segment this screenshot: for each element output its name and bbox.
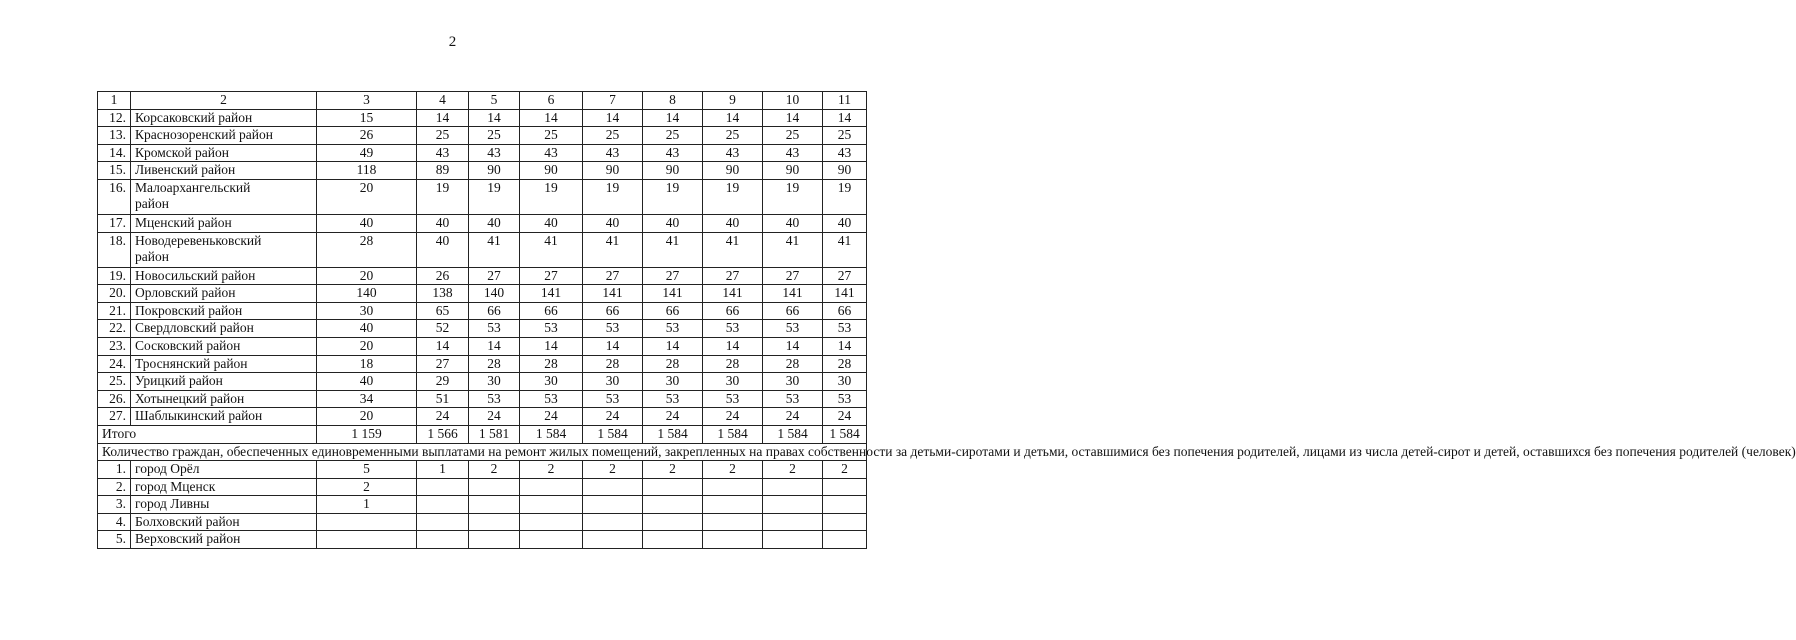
row-name: Покровский район bbox=[131, 302, 317, 320]
value-cell: 19 bbox=[643, 179, 703, 214]
row-name: Корсаковский район bbox=[131, 109, 317, 127]
value-cell bbox=[520, 478, 583, 496]
total-value: 1 584 bbox=[823, 425, 867, 443]
table-row bbox=[98, 179, 867, 214]
value-cell: 27 bbox=[417, 355, 469, 373]
value-cell: 90 bbox=[583, 162, 643, 180]
row-number: 22. bbox=[98, 320, 131, 338]
total-value: 1 584 bbox=[583, 425, 643, 443]
value-cell: 118 bbox=[317, 162, 417, 180]
row-name bbox=[131, 179, 317, 214]
row-name: город Мценск bbox=[131, 478, 317, 496]
value-cell: 53 bbox=[469, 320, 520, 338]
value-cell: 28 bbox=[583, 355, 643, 373]
value-cell bbox=[417, 531, 469, 549]
row-number: 24. bbox=[98, 355, 131, 373]
row-name: Хотынецкий район bbox=[131, 390, 317, 408]
value-cell: 30 bbox=[583, 373, 643, 391]
value-cell: 27 bbox=[763, 267, 823, 285]
value-cell: 27 bbox=[469, 267, 520, 285]
value-cell bbox=[763, 478, 823, 496]
value-cell: 20 bbox=[317, 267, 417, 285]
row-number: 13. bbox=[98, 127, 131, 145]
value-cell: 90 bbox=[520, 162, 583, 180]
value-cell: 19 bbox=[417, 179, 469, 214]
value-cell: 40 bbox=[583, 214, 643, 232]
value-cell: 18 bbox=[317, 355, 417, 373]
value-cell: 26 bbox=[417, 267, 469, 285]
value-cell: 29 bbox=[417, 373, 469, 391]
row-name: Троснянский район bbox=[131, 355, 317, 373]
total-value: 1 159 bbox=[317, 425, 417, 443]
value-cell: 141 bbox=[583, 285, 643, 303]
value-cell: 14 bbox=[469, 337, 520, 355]
value-cell bbox=[823, 478, 867, 496]
value-cell bbox=[823, 513, 867, 531]
table-row bbox=[98, 478, 867, 496]
table-row bbox=[98, 461, 867, 479]
header-cell: 6 bbox=[520, 92, 583, 110]
row-number: 19. bbox=[98, 267, 131, 285]
row-number: 2. bbox=[98, 478, 131, 496]
value-cell: 141 bbox=[823, 285, 867, 303]
value-cell: 40 bbox=[317, 214, 417, 232]
value-cell bbox=[417, 496, 469, 514]
value-cell bbox=[703, 478, 763, 496]
total-value: 1 584 bbox=[763, 425, 823, 443]
value-cell: 27 bbox=[823, 267, 867, 285]
value-cell: 52 bbox=[417, 320, 469, 338]
value-cell: 27 bbox=[643, 267, 703, 285]
value-cell bbox=[643, 496, 703, 514]
value-cell bbox=[823, 531, 867, 549]
value-cell: 27 bbox=[583, 267, 643, 285]
value-cell bbox=[703, 496, 763, 514]
value-cell bbox=[703, 513, 763, 531]
value-cell: 40 bbox=[417, 232, 469, 267]
value-cell: 2 bbox=[317, 478, 417, 496]
row-number: 27. bbox=[98, 408, 131, 426]
value-cell: 14 bbox=[469, 109, 520, 127]
table-row bbox=[98, 232, 867, 267]
value-cell: 53 bbox=[703, 390, 763, 408]
total-label: Итого bbox=[98, 425, 317, 443]
value-cell: 43 bbox=[417, 144, 469, 162]
row-number: 15. bbox=[98, 162, 131, 180]
value-cell: 40 bbox=[520, 214, 583, 232]
value-cell: 53 bbox=[703, 320, 763, 338]
data-table bbox=[97, 91, 1796, 549]
value-cell: 141 bbox=[763, 285, 823, 303]
row-name-line: Малоархангельский bbox=[135, 179, 251, 195]
value-cell bbox=[520, 496, 583, 514]
value-cell: 25 bbox=[643, 127, 703, 145]
value-cell: 41 bbox=[469, 232, 520, 267]
value-cell: 53 bbox=[763, 390, 823, 408]
value-cell bbox=[520, 513, 583, 531]
value-cell: 89 bbox=[417, 162, 469, 180]
value-cell: 28 bbox=[823, 355, 867, 373]
value-cell: 24 bbox=[643, 408, 703, 426]
value-cell bbox=[469, 513, 520, 531]
value-cell: 28 bbox=[469, 355, 520, 373]
header-cell: 2 bbox=[131, 92, 317, 110]
value-cell: 14 bbox=[583, 337, 643, 355]
value-cell: 30 bbox=[317, 302, 417, 320]
row-number: 5. bbox=[98, 531, 131, 549]
value-cell: 53 bbox=[823, 320, 867, 338]
row-number: 1. bbox=[98, 461, 131, 479]
value-cell bbox=[823, 496, 867, 514]
value-cell: 41 bbox=[643, 232, 703, 267]
header-cell: 9 bbox=[703, 92, 763, 110]
row-number: 20. bbox=[98, 285, 131, 303]
value-cell: 53 bbox=[643, 320, 703, 338]
value-cell: 14 bbox=[823, 109, 867, 127]
value-cell: 26 bbox=[317, 127, 417, 145]
value-cell: 40 bbox=[823, 214, 867, 232]
value-cell: 25 bbox=[417, 127, 469, 145]
table-row bbox=[98, 285, 867, 303]
value-cell: 40 bbox=[317, 373, 417, 391]
total-value: 1 584 bbox=[703, 425, 763, 443]
value-cell: 2 bbox=[520, 461, 583, 479]
value-cell: 43 bbox=[703, 144, 763, 162]
value-cell bbox=[703, 531, 763, 549]
value-cell: 2 bbox=[583, 461, 643, 479]
row-name: Урицкий район bbox=[131, 373, 317, 391]
value-cell: 14 bbox=[520, 337, 583, 355]
value-cell bbox=[417, 478, 469, 496]
row-name: Шаблыкинский район bbox=[131, 408, 317, 426]
value-cell: 40 bbox=[469, 214, 520, 232]
table-row bbox=[98, 496, 867, 514]
value-cell: 65 bbox=[417, 302, 469, 320]
value-cell: 2 bbox=[703, 461, 763, 479]
value-cell: 53 bbox=[583, 390, 643, 408]
value-cell bbox=[763, 531, 823, 549]
value-cell: 28 bbox=[763, 355, 823, 373]
value-cell: 24 bbox=[823, 408, 867, 426]
row-name: город Орёл bbox=[131, 461, 317, 479]
value-cell: 2 bbox=[643, 461, 703, 479]
value-cell: 43 bbox=[643, 144, 703, 162]
table-row bbox=[98, 355, 867, 373]
value-cell: 25 bbox=[583, 127, 643, 145]
value-cell: 141 bbox=[643, 285, 703, 303]
row-name: Болховский район bbox=[131, 513, 317, 531]
total-value: 1 566 bbox=[417, 425, 469, 443]
table-row bbox=[98, 531, 867, 549]
row-name: Верховский район bbox=[131, 531, 317, 549]
row-name-line: район bbox=[135, 195, 169, 211]
value-cell: 141 bbox=[520, 285, 583, 303]
value-cell: 30 bbox=[469, 373, 520, 391]
value-cell bbox=[317, 513, 417, 531]
value-cell: 49 bbox=[317, 144, 417, 162]
value-cell: 90 bbox=[703, 162, 763, 180]
row-number: 17. bbox=[98, 214, 131, 232]
header-cell: 4 bbox=[417, 92, 469, 110]
total-value: 1 584 bbox=[520, 425, 583, 443]
value-cell: 66 bbox=[583, 302, 643, 320]
total-value: 1 584 bbox=[643, 425, 703, 443]
table-row bbox=[98, 214, 867, 232]
value-cell: 20 bbox=[317, 337, 417, 355]
header-cell: 11 bbox=[823, 92, 867, 110]
table-header-row bbox=[98, 92, 867, 110]
row-name: город Ливны bbox=[131, 496, 317, 514]
value-cell: 14 bbox=[763, 337, 823, 355]
value-cell bbox=[417, 513, 469, 531]
table-row bbox=[98, 162, 867, 180]
value-cell: 66 bbox=[469, 302, 520, 320]
value-cell: 24 bbox=[763, 408, 823, 426]
table-row bbox=[98, 337, 867, 355]
value-cell: 40 bbox=[643, 214, 703, 232]
value-cell: 66 bbox=[763, 302, 823, 320]
row-name bbox=[131, 232, 317, 267]
value-cell: 19 bbox=[520, 179, 583, 214]
value-cell: 90 bbox=[469, 162, 520, 180]
value-cell: 24 bbox=[469, 408, 520, 426]
value-cell: 53 bbox=[763, 320, 823, 338]
value-cell: 14 bbox=[703, 337, 763, 355]
row-name: Новосильский район bbox=[131, 267, 317, 285]
value-cell: 53 bbox=[520, 390, 583, 408]
value-cell: 53 bbox=[823, 390, 867, 408]
value-cell: 2 bbox=[469, 461, 520, 479]
value-cell: 53 bbox=[643, 390, 703, 408]
row-name-line: Новодеревеньковский bbox=[135, 232, 262, 248]
table-row bbox=[98, 144, 867, 162]
value-cell: 14 bbox=[643, 109, 703, 127]
value-cell: 14 bbox=[417, 109, 469, 127]
value-cell: 90 bbox=[823, 162, 867, 180]
value-cell: 27 bbox=[520, 267, 583, 285]
value-cell: 51 bbox=[417, 390, 469, 408]
value-cell: 14 bbox=[703, 109, 763, 127]
value-cell: 41 bbox=[823, 232, 867, 267]
value-cell bbox=[583, 496, 643, 514]
value-cell: 14 bbox=[583, 109, 643, 127]
value-cell: 1 bbox=[317, 496, 417, 514]
section-header-row bbox=[98, 443, 867, 461]
value-cell: 19 bbox=[469, 179, 520, 214]
value-cell: 14 bbox=[823, 337, 867, 355]
value-cell bbox=[643, 531, 703, 549]
value-cell: 19 bbox=[763, 179, 823, 214]
value-cell: 25 bbox=[469, 127, 520, 145]
table-row bbox=[98, 408, 867, 426]
value-cell: 15 bbox=[317, 109, 417, 127]
value-cell: 30 bbox=[520, 373, 583, 391]
value-cell: 66 bbox=[520, 302, 583, 320]
value-cell: 41 bbox=[520, 232, 583, 267]
header-cell: 1 bbox=[98, 92, 131, 110]
value-cell bbox=[643, 478, 703, 496]
value-cell: 66 bbox=[703, 302, 763, 320]
row-name: Свердловский район bbox=[131, 320, 317, 338]
value-cell: 28 bbox=[643, 355, 703, 373]
row-number: 18. bbox=[98, 232, 131, 267]
value-cell: 25 bbox=[763, 127, 823, 145]
value-cell: 1 bbox=[417, 461, 469, 479]
value-cell: 90 bbox=[643, 162, 703, 180]
value-cell: 30 bbox=[763, 373, 823, 391]
value-cell: 138 bbox=[417, 285, 469, 303]
value-cell: 24 bbox=[583, 408, 643, 426]
value-cell: 30 bbox=[703, 373, 763, 391]
value-cell: 14 bbox=[643, 337, 703, 355]
value-cell: 24 bbox=[703, 408, 763, 426]
value-cell bbox=[469, 531, 520, 549]
header-cell: 8 bbox=[643, 92, 703, 110]
value-cell: 30 bbox=[823, 373, 867, 391]
row-name: Краснозоренский район bbox=[131, 127, 317, 145]
row-name: Мценский район bbox=[131, 214, 317, 232]
value-cell: 90 bbox=[763, 162, 823, 180]
value-cell: 53 bbox=[583, 320, 643, 338]
value-cell: 28 bbox=[520, 355, 583, 373]
value-cell: 34 bbox=[317, 390, 417, 408]
value-cell: 19 bbox=[703, 179, 763, 214]
row-number: 25. bbox=[98, 373, 131, 391]
value-cell bbox=[469, 496, 520, 514]
value-cell: 66 bbox=[823, 302, 867, 320]
header-cell: 3 bbox=[317, 92, 417, 110]
table-row bbox=[98, 320, 867, 338]
value-cell bbox=[317, 531, 417, 549]
value-cell: 5 bbox=[317, 461, 417, 479]
value-cell: 43 bbox=[583, 144, 643, 162]
value-cell: 53 bbox=[520, 320, 583, 338]
value-cell: 19 bbox=[823, 179, 867, 214]
value-cell bbox=[583, 513, 643, 531]
value-cell: 20 bbox=[317, 408, 417, 426]
value-cell: 43 bbox=[763, 144, 823, 162]
table-row bbox=[98, 390, 867, 408]
table-row bbox=[98, 513, 867, 531]
value-cell: 24 bbox=[520, 408, 583, 426]
value-cell: 30 bbox=[643, 373, 703, 391]
value-cell: 141 bbox=[703, 285, 763, 303]
value-cell: 28 bbox=[703, 355, 763, 373]
value-cell bbox=[643, 513, 703, 531]
value-cell: 140 bbox=[317, 285, 417, 303]
table-row bbox=[98, 373, 867, 391]
value-cell: 40 bbox=[317, 320, 417, 338]
row-number: 12. bbox=[98, 109, 131, 127]
value-cell bbox=[763, 496, 823, 514]
value-cell bbox=[583, 531, 643, 549]
header-cell: 7 bbox=[583, 92, 643, 110]
value-cell: 41 bbox=[583, 232, 643, 267]
row-number: 4. bbox=[98, 513, 131, 531]
value-cell: 43 bbox=[469, 144, 520, 162]
value-cell: 28 bbox=[317, 232, 417, 267]
value-cell: 14 bbox=[763, 109, 823, 127]
value-cell bbox=[469, 478, 520, 496]
section-title: Количество граждан, обеспеченных единовременными выплатами на ремонт жилых помещений, закрепленных на правах собственности за детьми-сиротами и детьми, оставшимися без попечения родителей, лицами из числа детей-сирот и детей, оставшихся без попечения родителей (человек) bbox=[98, 443, 867, 461]
row-name: Сосковский район bbox=[131, 337, 317, 355]
row-name-line: район bbox=[135, 248, 169, 264]
value-cell bbox=[763, 513, 823, 531]
row-name: Кромской район bbox=[131, 144, 317, 162]
header-cell: 5 bbox=[469, 92, 520, 110]
table-row bbox=[98, 109, 867, 127]
table-row bbox=[98, 127, 867, 145]
value-cell bbox=[520, 531, 583, 549]
row-number: 26. bbox=[98, 390, 131, 408]
value-cell: 40 bbox=[703, 214, 763, 232]
value-cell bbox=[583, 478, 643, 496]
row-number: 3. bbox=[98, 496, 131, 514]
value-cell: 40 bbox=[763, 214, 823, 232]
value-cell: 20 bbox=[317, 179, 417, 214]
value-cell: 41 bbox=[703, 232, 763, 267]
row-number: 21. bbox=[98, 302, 131, 320]
value-cell: 53 bbox=[469, 390, 520, 408]
row-name: Ливенский район bbox=[131, 162, 317, 180]
value-cell: 43 bbox=[520, 144, 583, 162]
value-cell: 14 bbox=[520, 109, 583, 127]
row-number: 23. bbox=[98, 337, 131, 355]
table-row bbox=[98, 302, 867, 320]
total-row bbox=[98, 425, 867, 443]
row-name: Орловский район bbox=[131, 285, 317, 303]
value-cell: 40 bbox=[417, 214, 469, 232]
value-cell: 25 bbox=[703, 127, 763, 145]
value-cell: 19 bbox=[583, 179, 643, 214]
value-cell: 14 bbox=[417, 337, 469, 355]
value-cell: 25 bbox=[520, 127, 583, 145]
page-number: 2 bbox=[448, 34, 457, 50]
value-cell: 41 bbox=[763, 232, 823, 267]
table-row bbox=[98, 267, 867, 285]
value-cell: 27 bbox=[703, 267, 763, 285]
value-cell: 2 bbox=[823, 461, 867, 479]
value-cell: 43 bbox=[823, 144, 867, 162]
value-cell: 66 bbox=[643, 302, 703, 320]
row-number: 14. bbox=[98, 144, 131, 162]
value-cell: 24 bbox=[417, 408, 469, 426]
value-cell: 2 bbox=[763, 461, 823, 479]
value-cell: 25 bbox=[823, 127, 867, 145]
row-number: 16. bbox=[98, 179, 131, 214]
value-cell: 140 bbox=[469, 285, 520, 303]
header-cell: 10 bbox=[763, 92, 823, 110]
total-value: 1 581 bbox=[469, 425, 520, 443]
